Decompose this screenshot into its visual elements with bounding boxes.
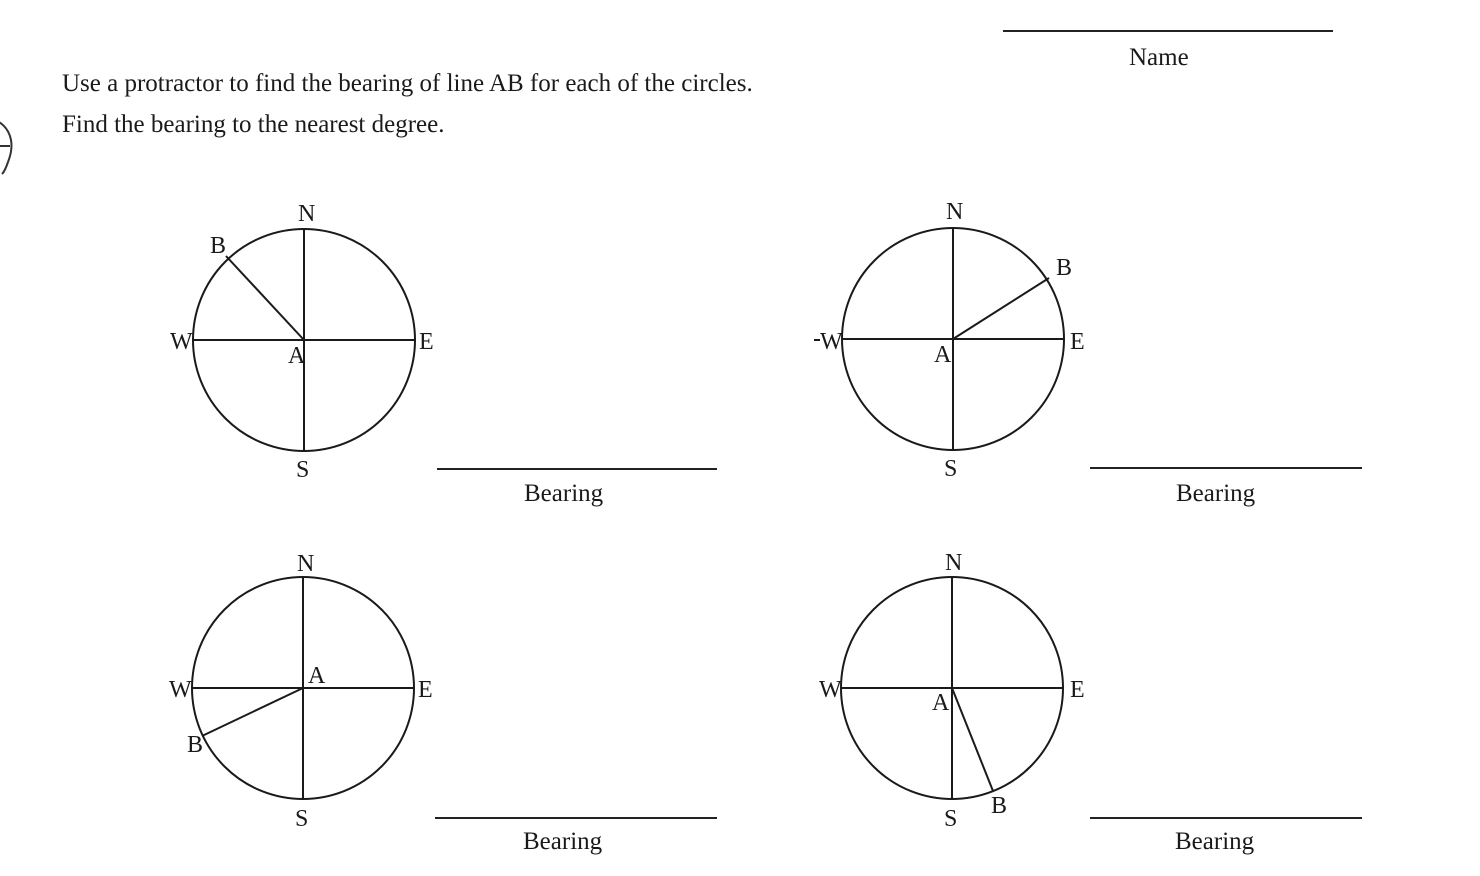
bearing-answer-line-1[interactable] (437, 468, 717, 470)
bearing-answer-line-2[interactable] (1090, 467, 1362, 469)
compass-bottom-right (841, 577, 1063, 799)
label-s: S (296, 457, 310, 483)
label-e: E (1070, 329, 1085, 355)
line-ab (952, 688, 993, 791)
instruction-line-2: Find the bearing to the nearest degree. (62, 111, 445, 138)
label-b: B (1056, 255, 1073, 281)
compass-circle (193, 229, 415, 451)
label-b: B (210, 233, 227, 259)
label-s: S (944, 806, 958, 832)
label-a: A (932, 690, 950, 716)
compass-circle (192, 577, 414, 799)
label-w: W (819, 677, 842, 703)
label-e: E (419, 329, 434, 355)
compass-bottom-left (192, 577, 414, 799)
compass-top-left (193, 229, 415, 451)
label-n: N (946, 199, 964, 225)
line-ab (953, 278, 1049, 339)
bearing-label-1: Bearing (524, 480, 604, 507)
label-n: N (297, 551, 315, 577)
label-a: A (288, 343, 306, 369)
line-ab (226, 256, 304, 340)
label-s: S (295, 806, 309, 832)
bearing-answer-line-4[interactable] (1090, 817, 1362, 819)
line-ab (202, 688, 303, 736)
compass-circle (842, 228, 1064, 450)
label-w: W (820, 329, 843, 355)
label-n: N (945, 550, 963, 576)
name-answer-line[interactable] (1003, 30, 1333, 32)
label-e: E (1070, 677, 1085, 703)
label-w: W (169, 677, 192, 703)
bearing-label-3: Bearing (523, 828, 603, 855)
instruction-line-1: Use a protractor to find the bearing of line AB for each of the circles. (62, 70, 753, 97)
compass-top-right (814, 228, 1064, 450)
label-e: E (418, 677, 433, 703)
label-n: N (298, 201, 316, 227)
label-a: A (934, 342, 952, 368)
bearing-label-2: Bearing (1176, 480, 1256, 507)
name-label: Name (1129, 44, 1189, 71)
label-a: A (308, 663, 326, 689)
label-s: S (944, 456, 958, 482)
compass-circle (841, 577, 1063, 799)
label-b: B (187, 732, 204, 758)
label-b: B (991, 793, 1008, 819)
bearing-answer-line-3[interactable] (435, 817, 717, 819)
bearing-label-4: Bearing (1175, 828, 1255, 855)
hole-punch-mark (0, 112, 20, 176)
label-w: W (170, 329, 193, 355)
